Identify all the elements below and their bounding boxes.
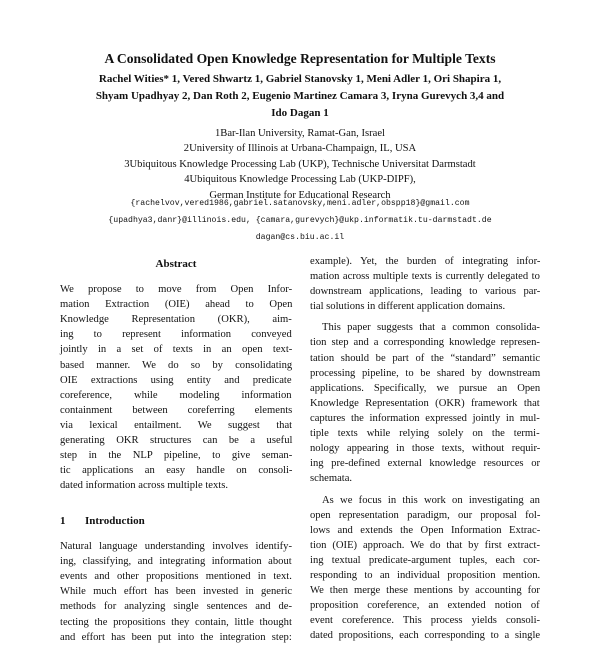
abstract-body (60, 282, 293, 492)
body-line: processing pipeline, to be shared by downstream (310, 367, 541, 379)
author-line-3: Ido Dagan 1 (271, 107, 329, 119)
affiliation-1: 1Bar-Ilan University, Ramat-Gan, Israel (214, 128, 385, 139)
email-line-2: {upadhya3,danr}@illinois.edu, {camara,gurevych}@ukp.informatik.tu-darmstadt.de (108, 216, 492, 225)
body-line: dated propositions, each corresponding to a single (310, 630, 541, 642)
body-line: responding to an individual proposition mention. (310, 570, 541, 581)
abstract-line: step in the NLP pipeline, to give seman- (60, 450, 293, 462)
affiliation-list (0, 126, 600, 203)
right-column-body (310, 254, 541, 642)
abstract-line: tic applications an easy handle on consoli- (60, 465, 293, 477)
body-line: captures the information expressed jointly in mul- (310, 412, 540, 424)
body-line: As we focus in this work on investigating an (322, 494, 540, 506)
introduction-body (60, 539, 293, 643)
paper-title: A Consolidated Open Knowledge Representation for Multiple Texts (104, 51, 496, 66)
body-line: example). Yet, the burden of integrating infor- (310, 256, 541, 267)
abstract-line: OIE extractions using entity and predicate (60, 374, 292, 386)
affiliation-4-cont: German Institute for Educational Research (209, 189, 391, 201)
body-line: open representation paradigm, our proposal fol- (310, 509, 541, 521)
abstract-line: generating OKR structures can be a useful (60, 435, 293, 446)
abstract-heading: Abstract (155, 258, 197, 270)
email-list (0, 195, 600, 246)
abstract-line: mation Extraction (OIE) ahead to Open (60, 299, 293, 311)
body-line: tion step and a corresponding knowledge represen- (310, 337, 540, 349)
body-line: proposition coreference, an extended notion of (310, 600, 540, 612)
intro-line: ing, classifying, and integrating information about (60, 556, 292, 568)
abstract-line: based manner. We do so by consolidating (60, 359, 293, 371)
body-line: applications. Specifically, we pursue an Open (310, 382, 541, 394)
intro-line: tecting the propositions they contain, little thought (60, 616, 292, 628)
body-line: schemata. (310, 473, 353, 485)
affiliation-2: 2University of Illinois at Urbana-Champaign, IL, USA (183, 143, 417, 155)
body-line: tion (OIE) approach. We do that by first extract- (310, 539, 540, 551)
author-line-2: Shyam Upadhyay 2, Dan Roth 2, Eugenio Martinez Camara 3, Iryna Gurevych 3,4 and (95, 90, 505, 102)
intro-line: While much effort has been invested in generic (60, 586, 293, 598)
author-list (0, 71, 600, 122)
abstract-line: jointly in a set of texts in an open text- (60, 344, 293, 356)
abstract-line: ing to represent information conveyed (60, 329, 292, 341)
body-line: We then merge these mentions by accounting for (310, 585, 540, 597)
abstract-line: via lexical entailment. We suggest that (60, 419, 293, 431)
intro-line: Natural language understanding involves identify- (60, 541, 292, 552)
section-heading-introduction (60, 515, 292, 527)
intro-line: and effort has been put into the integration step: (60, 631, 292, 643)
body-line: event coreference. This process yields consoli- (310, 615, 541, 627)
body-line: This paper suggests that a common consolida- (322, 322, 540, 334)
abstract-line: Knowledge Representation (OKR), aim- (60, 314, 292, 326)
body-line: ing pre-defined external knowledge resources or (310, 458, 541, 470)
email-line-1: {rachelvov,vered1986,gabriel.satanovsky,meni.adler,obspp18}@gmail.com (130, 199, 470, 208)
email-line-3: dagan@cs.biu.ac.il (255, 233, 345, 242)
affiliation-4: 4Ubiquitous Knowledge Processing Lab (UKP-DIPF), (184, 174, 416, 186)
abstract-line: We propose to move from Open Infor- (60, 284, 293, 295)
intro-line: events and other propositions mentioned in text. (60, 571, 292, 583)
body-line: ing textual predicate-argument tuples, each cor- (310, 554, 540, 566)
body-line: tation should be part of the “standard” semantic (310, 352, 541, 364)
body-line: mation across multiple texts is currently delegated to (310, 271, 540, 283)
author-line-1: Rachel Wities* 1, Vered Shwartz 1, Gabriel Stanovsky 1, Meni Adler 1, Ori Shapira 1, (98, 73, 502, 85)
abstract-line: coreference, while modeling information (60, 389, 292, 401)
body-line: downstream applications, leading to various par- (310, 286, 541, 298)
intro-line: methods for analyzing single sentences and de- (60, 601, 293, 613)
section-number: 1 (60, 515, 66, 527)
body-line: tial solutions in different application domains. (310, 301, 506, 313)
abstract-line: dated information across multiple texts. (60, 480, 228, 492)
body-line: nology appearing in those texts, without requir- (310, 443, 541, 455)
body-line: lows and extends the Open Information Extrac- (310, 524, 541, 536)
section-title: Introduction (85, 515, 145, 527)
affiliation-3: 3Ubiquitous Knowledge Processing Lab (UKP), Technische Universitat Darmstadt (124, 158, 476, 170)
body-line: Knowledge Representation (OKR) framework that (310, 397, 540, 409)
body-line: tiple texts while relying solely on the termi- (310, 428, 540, 440)
abstract-line: containment between coreferring elements (60, 404, 293, 416)
